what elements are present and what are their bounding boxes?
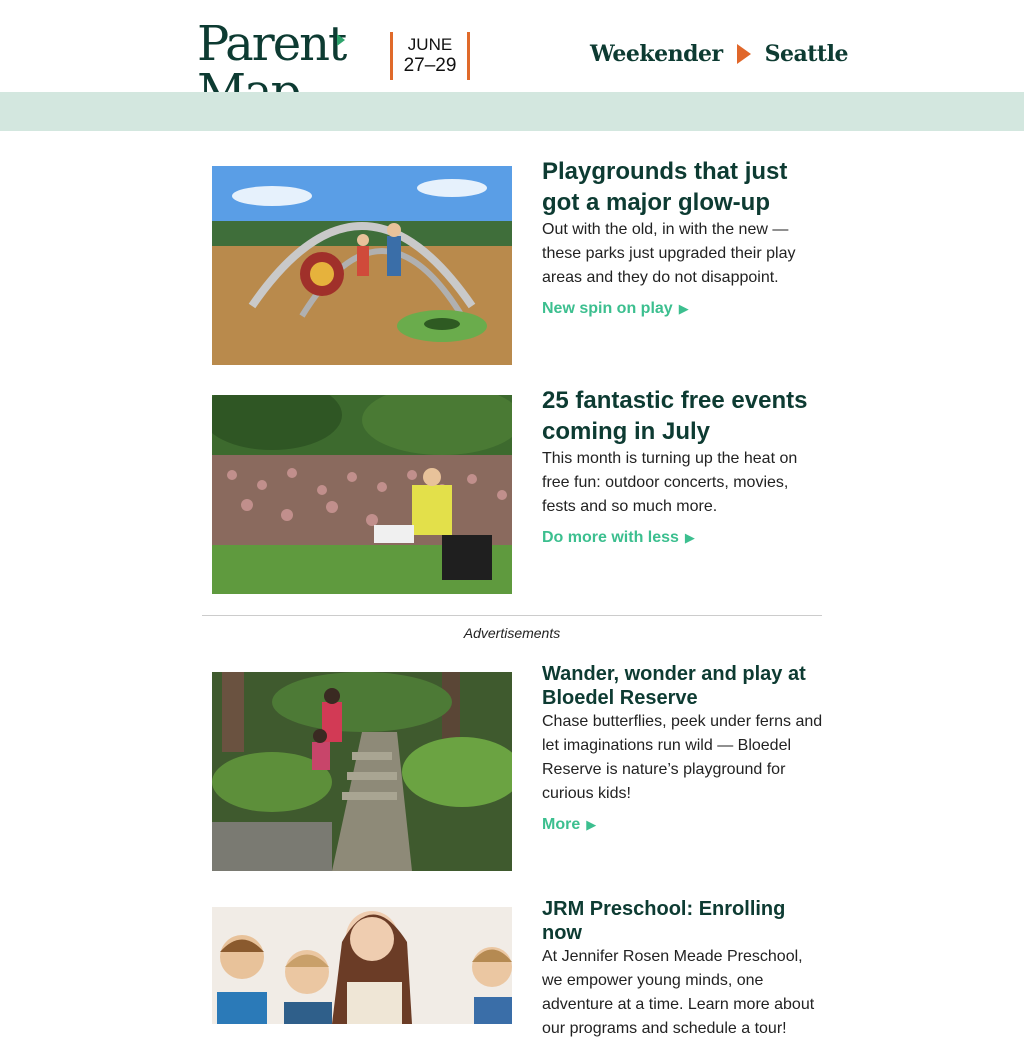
more-link[interactable] — [542, 816, 596, 834]
ad-card-bloedel — [212, 663, 824, 871]
ad-title[interactable]: Wander, wonder and play at Bloedel Reserve — [542, 663, 806, 709]
article-body: This month is turning up the heat on free fun: outdoor concerts, movies, fests and so much more. — [542, 450, 798, 515]
arrow-right-icon: ▶ — [684, 530, 695, 545]
header-band — [0, 92, 1024, 131]
logo-triangle-icon — [337, 34, 345, 46]
newsletter-title — [590, 38, 848, 70]
arrow-right-icon: ▶ — [678, 301, 689, 316]
ad-text — [542, 897, 824, 1041]
date-month: JUNE — [407, 35, 453, 54]
logo-text-parent: Parent — [197, 16, 346, 72]
article-text — [542, 156, 824, 318]
ad-text — [542, 662, 824, 834]
date-days: 27–29 — [403, 55, 457, 76]
article-card-playgrounds — [212, 158, 824, 365]
new-spin-link[interactable] — [542, 300, 689, 318]
link-label: More — [542, 816, 581, 833]
header — [0, 0, 1024, 92]
article-text — [542, 385, 824, 547]
article-body: Out with the old, in with the new — these parks just upgraded their play areas and they do not disappoint. — [542, 221, 796, 286]
issue-date — [390, 32, 470, 80]
title-seattle: Seattle — [764, 41, 848, 67]
article-title[interactable]: 25 fantastic free events coming in July — [542, 387, 808, 445]
title-weekender: Weekender — [590, 41, 723, 67]
ad-body: At Jennifer Rosen Meade Preschool, we empower young minds, one adventure at a time. Learn more about our programs and schedule a tour! — [542, 948, 815, 1037]
article-title[interactable]: Playgrounds that just got a major glow-up — [542, 158, 788, 216]
link-label: Do more with less — [542, 529, 679, 546]
do-more-link[interactable] — [542, 529, 695, 547]
bloedel-reserve-image[interactable] — [212, 672, 512, 871]
ad-title[interactable]: JRM Preschool: Enrolling now — [542, 898, 786, 944]
advertisements-label: Advertisements — [463, 625, 561, 641]
ad-body: Chase butterflies, peek under ferns and let imaginations run wild — Bloedel Reserve is nature’s playground for curious kids! — [542, 713, 823, 802]
section-divider — [202, 615, 822, 616]
arrow-right-icon: ▶ — [586, 817, 597, 832]
playground-image[interactable] — [212, 166, 512, 365]
link-label: New spin on play — [542, 300, 673, 317]
preschool-image[interactable] — [212, 907, 512, 1024]
concert-crowd-image[interactable] — [212, 395, 512, 594]
ad-card-jrm-preschool — [212, 898, 824, 1037]
article-card-free-events — [212, 387, 824, 594]
play-triangle-icon — [737, 44, 751, 64]
